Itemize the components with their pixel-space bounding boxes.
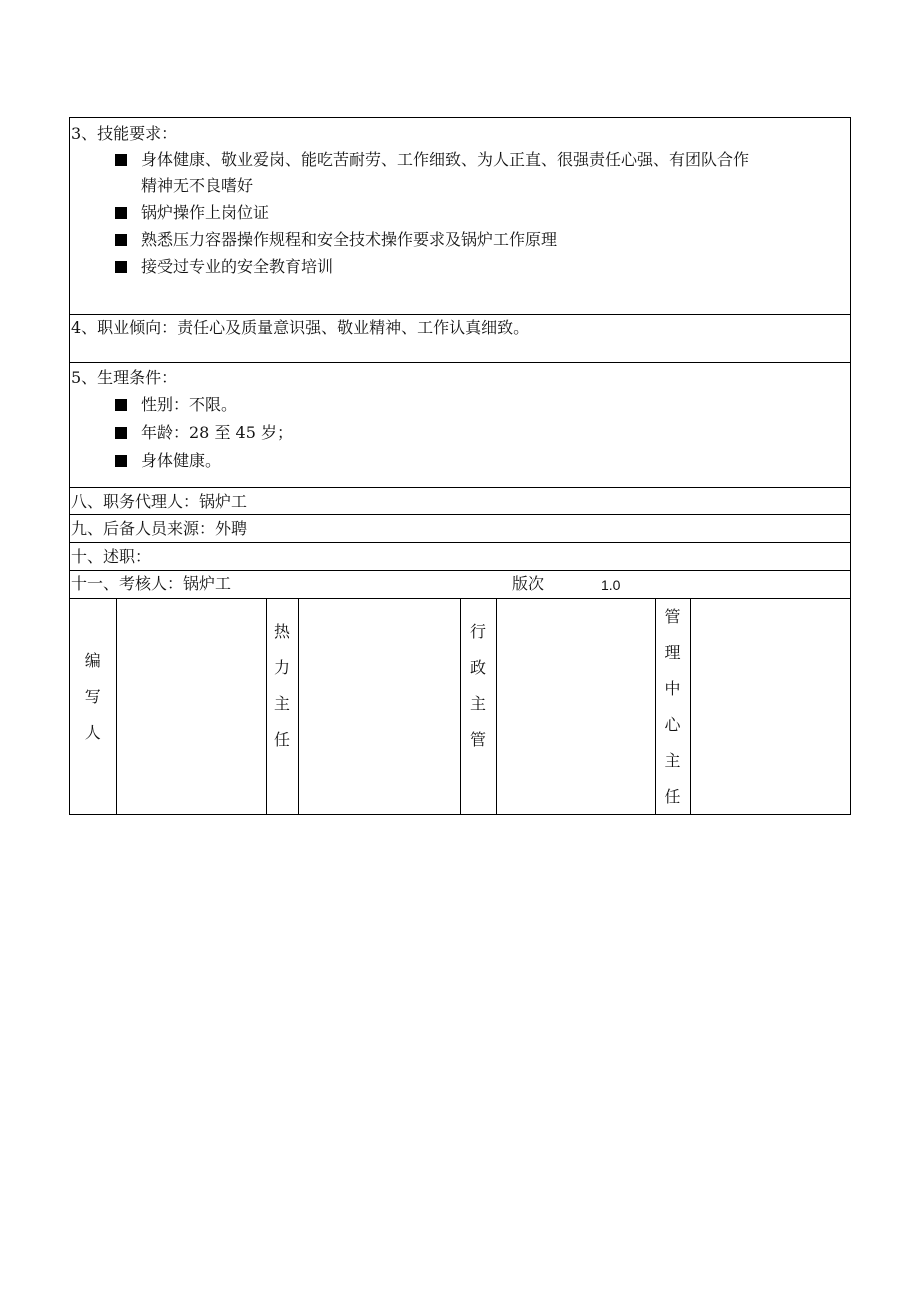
skills-bullet-4-text: 接受过专业的安全教育培训 [141,257,334,276]
skills-bullet-1-line2: 精神无不良嗜好 [141,176,254,195]
skills-section [70,118,850,315]
report-row [70,543,850,571]
skills-bullet-3-text: 熟悉压力容器操作规程和安全技术操作要求及锅炉工作原理 [141,230,558,249]
admin-supervisor-label: 行政主管 [470,622,487,749]
physical-heading: 5、生理条件： [71,368,178,387]
physical-section [70,363,850,488]
bullet-square-icon [115,261,127,273]
skills-heading: 3、技能要求： [71,124,178,143]
bullet-square-icon [115,234,127,246]
bullet-square-icon [115,455,127,467]
physical-bullet-2-text: 年龄：28 至 45 岁； [141,423,293,442]
bullet-square-icon [115,154,127,166]
career-section [70,315,850,363]
successor-text: 九、后备人员来源：外聘 [71,519,248,538]
thermal-signature-cell [298,599,460,815]
skills-bullet-4 [115,254,333,280]
mgmt-label-cell [655,599,690,815]
admin-label-cell [460,599,496,815]
version-label: 版次 [512,574,545,593]
deputy-row [70,488,850,515]
bullet-square-icon [115,399,127,411]
thermal-label-cell [266,599,298,815]
career-text: 4、职业倾向：责任心及质量意识强、敬业精神、工作认真细致。 [71,318,530,337]
assessor-row [70,571,850,599]
successor-row [70,515,850,543]
skills-bullet-3 [115,227,557,253]
mgmt-signature-cell [690,599,850,815]
assessor-text: 十一、考核人：锅炉工 [71,574,232,593]
physical-bullet-1-text: 性别：不限。 [141,395,238,414]
thermal-director-label: 热力主任 [274,622,291,749]
version-value: 1.0 [601,577,621,593]
author-label: 编写人 [84,651,101,742]
physical-bullet-3-text: 身体健康。 [141,451,222,470]
bullet-square-icon [115,207,127,219]
deputy-text: 八、职务代理人：锅炉工 [71,492,248,511]
signoff-table [70,599,850,815]
admin-signature-cell [496,599,655,815]
physical-bullet-2 [115,420,293,446]
job-description-table [69,117,851,815]
author-signature-cell [116,599,266,815]
skills-bullet-2-text: 锅炉操作上岗位证 [141,203,270,222]
skills-bullet-1-line1: 身体健康、敬业爱岗、能吃苦耐劳、工作细致、为人正直、很强责任心强、有团队合作 [141,150,750,169]
bullet-square-icon [115,427,127,439]
physical-bullet-3 [115,448,221,474]
management-center-director-label: 管理中心主任 [664,607,681,806]
author-label-cell [70,599,116,815]
skills-bullet-1 [115,147,749,199]
skills-bullet-2 [115,200,269,226]
physical-bullet-1 [115,392,237,418]
report-text: 十、述职： [71,547,152,566]
